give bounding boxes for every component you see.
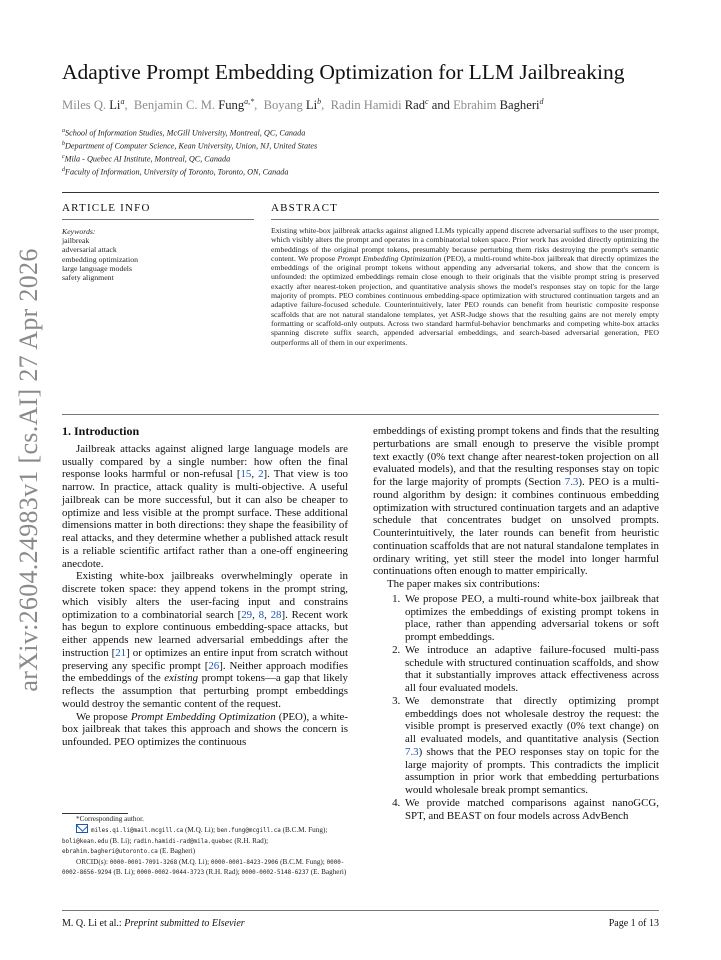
citation-link[interactable]: 2 bbox=[258, 468, 264, 481]
running-footer: M. Q. Li et al.: Preprint submitted to Elsevier bbox=[62, 918, 245, 929]
intro-paragraph-1: Jailbreak attacks against aligned large language models are usually compared by a single number: how often the final response looks harmful or non-refusal [15, 2]. That view is too narrow. In practice, attack quality is multi-objective. A useful jailbreak can be more successful, but it can also be cheaper to optimize and less visible at the prompt surface. These additional dimensions matter in both directions: they shape the feasibility of real attacks, and they determine whether a published attack result is a reliable scientific artifact rather than a one-off engineering anecdote. bbox=[62, 442, 348, 570]
corresponding-author-note: *Corresponding author. bbox=[76, 815, 144, 823]
affiliation-d: $^d$Faculty of Information, University of Toronto, Toronto, ON, Canada bbox=[62, 167, 289, 177]
arxiv-stamp: arXiv:2604.24983v1 [cs.AI] 27 Apr 2026 bbox=[14, 248, 43, 692]
citation-link[interactable]: 21 bbox=[115, 646, 127, 659]
citation-link[interactable]: 26 bbox=[208, 659, 220, 672]
intro-paragraph-2: Existing white-box jailbreaks overwhelmingly operate in discrete token space: they append tokens in the prompt string, which visibly alters the user-facing input and constrains optimization to a combinatorial search [29, 8, 28]. Recent work has begun to explore continuous embedding-space attacks, but either appends new learned adversarial embeddings after the instruction [21] or optimizes an entire input from scratch without preserving any specific prompt [26]. Neither approach modifies the embeddings of the existing prompt tokens—a gap that likely reflects the assumption that perturbing prompt embeddings would destroy the semantic content of the request. bbox=[62, 570, 349, 710]
header-rule bbox=[62, 192, 659, 193]
author-5[interactable]: Ebrahim Bagheri$^d$ bbox=[453, 97, 544, 113]
abstract-bottom-rule bbox=[62, 414, 659, 415]
envelope-icon bbox=[76, 824, 88, 833]
keywords-block bbox=[62, 227, 242, 282]
list-item: 2. We introduce an adaptive failure-focused multi-pass schedule with structured continuation scaffolds, and show that it substantially improves attack effectiveness across all four evaluated models. bbox=[403, 644, 659, 695]
right-column bbox=[373, 425, 659, 822]
affiliation-b: $^b$Department of Computer Science, Kean University, Union, NJ, United States bbox=[62, 141, 318, 151]
orcid-link[interactable]: 0000-0002-8656-9294 bbox=[62, 859, 345, 877]
keywords-label: Keywords: bbox=[62, 227, 96, 236]
orcid-link[interactable]: 0000-0001-7091-3268 bbox=[109, 859, 178, 866]
section-ref-link[interactable]: 7.3 bbox=[564, 476, 579, 488]
email-link[interactable]: miles.qi.li@mail.mcgill.ca bbox=[91, 828, 184, 835]
email-link[interactable]: boli@kean.edu bbox=[62, 838, 109, 845]
keyword: safety alignment bbox=[62, 273, 114, 283]
abstract-text: Existing white-box jailbreak attacks against aligned LLMs typically append discrete adversarial suffixes to the user prompt, which visibly alters the prompt and operates in a combinatorial token space. Prior work has avoided directly optimizing the embeddings of the original prompt tokens, presumably because perturbing them risks destroying the prompt's semantic content. We propose Prompt Embedding Optimization (PEO), a multi-round white-box jailbreak that directly optimizes the embeddings of the original prompt tokens without appending any adversarial tokens, and show that the concern is unfounded: the optimized embeddings remain close enough to their originals that the visible prompt string is preserved exactly after nearest-token projection, and quantitative analysis shows the model's responses stay on topic for the large majority of prompts. PEO combines continuous embedding-space optimization with structured continuation targets and an adaptive failure-focused schedule. Counterintuitively, later PEO rounds can benefit from heuristic composite response scaffolds that are not natural standalone templates, yet ASR-Judge shows that the resulting gains are not merely empty formatting or scaffold-only outputs. Across two standard harmful-behavior benchmarks and competing white-box attacks spanning discrete suffix search, appended adversarial embeddings, and search-based adversarial generation, PEO outperforms all of them in our experiments. bbox=[271, 226, 659, 347]
affiliation-a: $^a$School of Information Studies, McGill University, Montreal, QC, Canada bbox=[62, 128, 306, 138]
intro-paragraph-4: embeddings of existing prompt tokens and finds that the resulting perturbations are small enough to preserve the visible prompt text exactly (0% text change after nearest-token projection on all evaluated models), and that the resulting responses stay on topic for the large majority of prompts (Section 7.3). PEO is a multi-round algorithm by design: it combines continuous embedding optimization with structured continuation targets and an adaptive schedule that concentrates budget on unsolved prompts. Counterintuitively, the later rounds can benefit from heuristic continuation scaffolds that are not natural standalone templates in ordinary writing, yet still steer the model into longer harmful continuations often enough to matter empirically. bbox=[373, 425, 659, 578]
author-list: Miles Q. Li$^a$, Benjamin C. M. Fung$^{a,*}$, Boyang Li$^b$, Radin Hamidi Rad$^c$ and Ebrahim Bagheri$^d$ bbox=[62, 97, 544, 113]
keyword: adversarial attack bbox=[62, 245, 117, 255]
list-item: 1. We propose PEO, a multi-round white-box jailbreak that optimizes the embeddings of existing prompt tokens in place, rather than appending adversarial tokens or soft prompt embeddings. bbox=[403, 593, 659, 644]
citation-link[interactable]: 29 bbox=[241, 608, 253, 621]
author-1[interactable]: Miles Q. Li$^a$ bbox=[62, 97, 125, 113]
email-link[interactable]: ebrahim.bagheri@utoronto.ca bbox=[62, 849, 158, 856]
orcid-link[interactable]: 0000-0002-9044-3723 bbox=[136, 870, 205, 877]
author-2[interactable]: Benjamin C. M. Fung$^{a,*}$ bbox=[133, 97, 255, 113]
orcid-link[interactable]: 0000-0002-5148-6237 bbox=[241, 870, 309, 877]
article-info-heading: ARTICLE INFO bbox=[62, 202, 151, 214]
affiliation-c: $^c$Mila - Quebec AI Institute, Montreal, QC, Canada bbox=[62, 154, 231, 164]
paper-title: Adaptive Prompt Embedding Optimization for LLM Jailbreaking bbox=[62, 60, 625, 84]
abstract-rule bbox=[271, 219, 659, 220]
citation-link[interactable]: 28 bbox=[270, 608, 282, 621]
page-number: Page 1 of 13 bbox=[608, 918, 659, 929]
orcid-link[interactable]: 0000-0001-8423-2906 bbox=[210, 859, 279, 866]
keyword: jailbreak bbox=[62, 236, 90, 246]
footer-rule bbox=[62, 910, 659, 911]
email-link[interactable]: radin.hamidi-rad@mila.quebec bbox=[133, 838, 233, 845]
article-info-rule bbox=[62, 219, 254, 220]
section-heading-introduction: 1. Introduction bbox=[62, 424, 140, 438]
contributions-list bbox=[373, 593, 659, 823]
list-item: 3. We demonstrate that directly optimizing prompt embeddings does not wholesale destroy the request: the visible prompt is preserved exactly (0% text change) on all evaluated models, and quantitative analysis (Section 7.3) shows that the PEO responses stay on topic for the large majority of prompts. This contradicts the implicit assumption in prior work that embedding perturbations would wholesale break prompt semantics. bbox=[403, 695, 659, 797]
intro-paragraph-3: We propose Prompt Embedding Optimization (PEO), a white-box jailbreak that takes this approach and shows the concern is unfounded. PEO optimizes the continuous bbox=[62, 710, 348, 748]
footnote-emails: miles.qi.li@mail.mcgill.ca (M.Q. Li); ben.fung@mcgill.ca (B.C.M. Fung); boli@kean.edu (B. Li); radin.hamidi-rad@mila.quebec (R.H. Rad); ebrahim.bagheri@utoronto.ca (E. Bagheri) bbox=[62, 826, 328, 856]
contributions-lead: The paper makes six contributions: bbox=[387, 578, 541, 590]
footnote-orcids: ORCID(s): 0000-0001-7091-3268 (M.Q. Li); 0000-0001-8423-2906 (B.C.M. Fung); 0000-0002-8656-9294 (B. Li); 0000-0002-9044-3723 (R.H. Rad); 0000-0002-5148-6237 (E. Bagheri) bbox=[62, 857, 347, 877]
author-3[interactable]: Boyang Li$^b$ bbox=[263, 97, 322, 113]
author-4[interactable]: Radin Hamidi Rad$^c$ bbox=[330, 97, 429, 113]
list-item: 4. We provide matched comparisons against nanoGCG, SPT, and BEAST on four models across AdvBench bbox=[403, 797, 659, 823]
section-ref-link[interactable]: 7.3 bbox=[405, 745, 419, 758]
abstract-heading: ABSTRACT bbox=[271, 202, 339, 214]
keyword: large language models bbox=[62, 263, 133, 273]
footnote-rule bbox=[62, 813, 128, 814]
keyword: embedding optimization bbox=[62, 254, 139, 264]
citation-link[interactable]: 15 bbox=[240, 468, 252, 481]
email-link[interactable]: ben.fung@mcgill.ca bbox=[216, 828, 281, 835]
citation-link[interactable]: 8 bbox=[258, 608, 265, 621]
footnote bbox=[62, 815, 348, 878]
left-column bbox=[62, 425, 348, 749]
